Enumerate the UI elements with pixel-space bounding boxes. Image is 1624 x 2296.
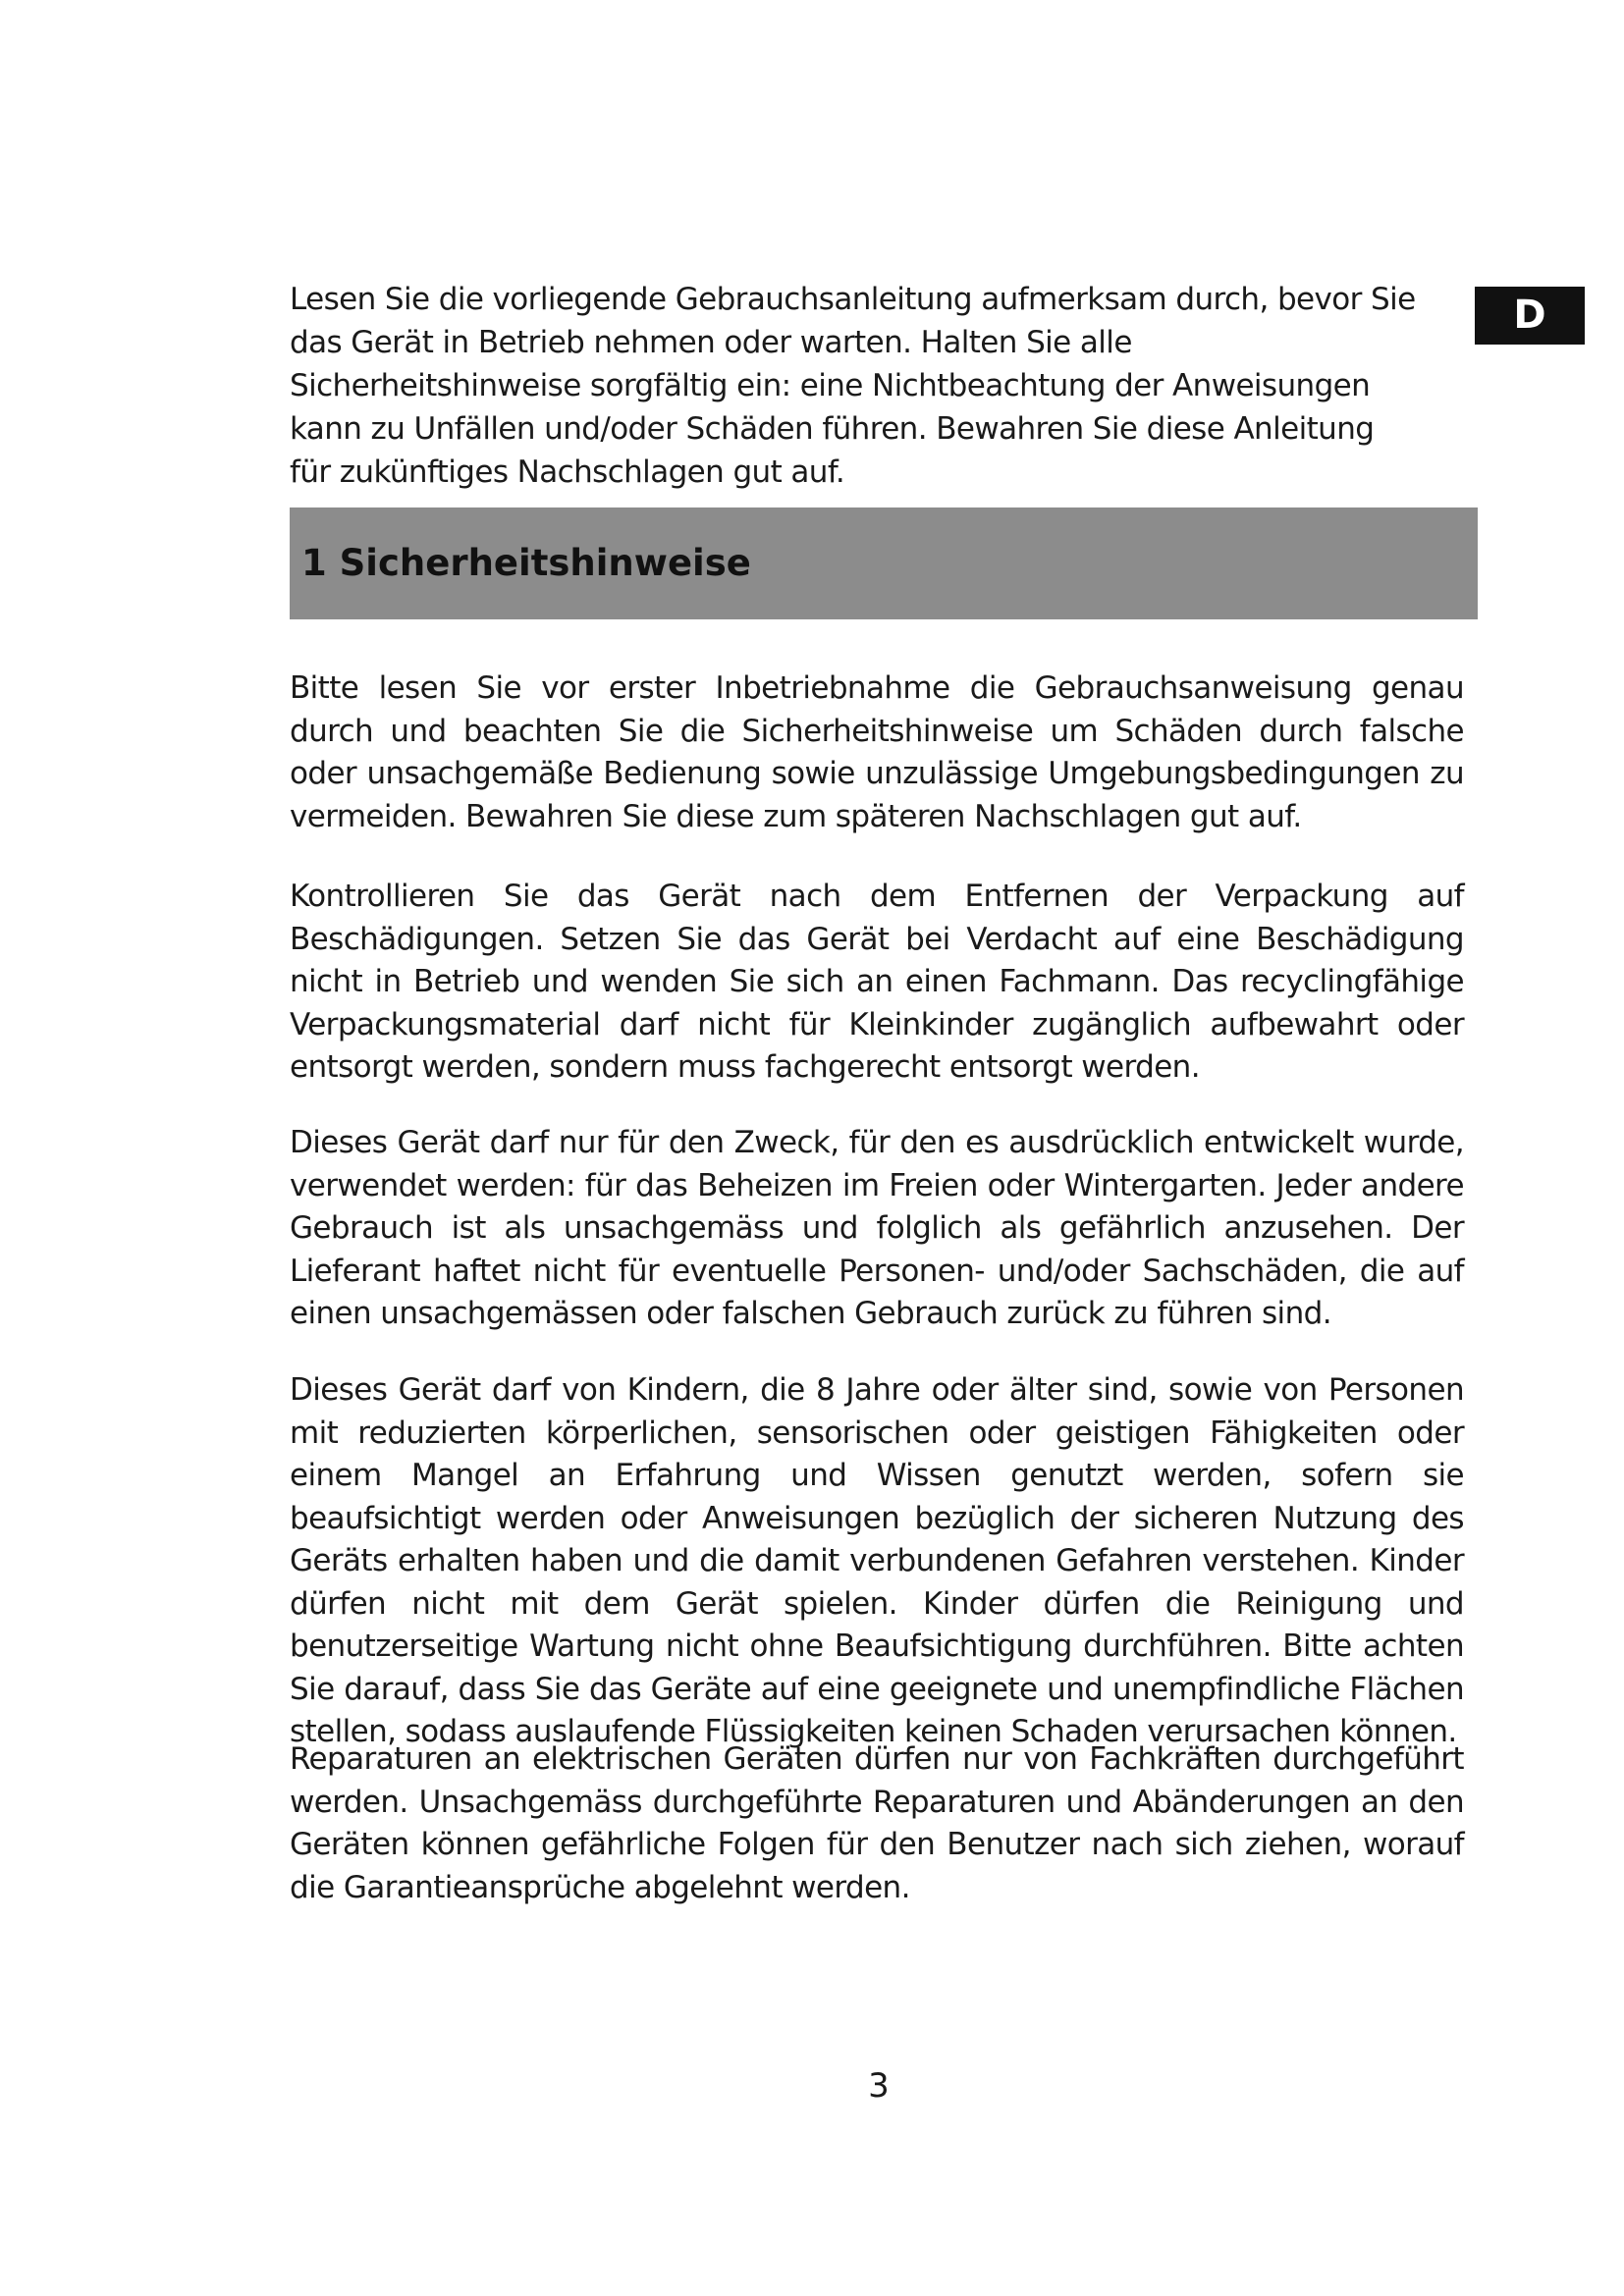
paragraph-read-instructions: Bitte lesen Sie vor erster Inbetriebnahme die Gebrauchsanweisung genau durch und beachten Sie die Sicherheitshinweise um Schäden durch falsche oder unsachgemäße Bedienung sowie unzulässige Umgebungsbedingungen zu vermeiden. Bewahren Sie diese zum späteren Nachschlagen gut auf. xyxy=(290,670,1464,834)
section-header xyxy=(290,507,1478,619)
paragraph-block-4 xyxy=(290,1369,1464,1754)
paragraph-repairs: Reparaturen an elektrischen Geräten dürfen nur von Fachkräften durchgeführt werden. Unsachgemäss durchgeführte Reparaturen und Abänderungen an den Geräten können gefährliche Folgen für den Benutzer nach sich ziehen, worauf die Garantieansprüche abgelehnt werden. xyxy=(290,1741,1464,1905)
section-title: 1 Sicherheitshinweise xyxy=(301,542,751,584)
paragraph-block-5 xyxy=(290,1738,1464,1909)
intro-paragraph: Lesen Sie die vorliegende Gebrauchsanleitung aufmerksam durch, bevor Sie das Gerät in Betrieb nehmen oder warten. Halten Sie alle Sicherheitshinweise sorgfältig ein: eine Nichtbeachtung der Anweisungen kann zu Unfällen und/oder Schäden führen. Bewahren Sie diese Anleitung für zukünftiges Nachschlagen gut auf. xyxy=(290,282,1416,490)
paragraph-block-3 xyxy=(290,1122,1464,1336)
paragraph-children-safety: Dieses Gerät darf von Kindern, die 8 Jahre oder älter sind, sowie von Personen mit reduzierten körperlichen, sensorischen oder geistigen Fähigkeiten oder einem Mangel an Erfahrung und Wissen genutzt werden, sofern sie beaufsichtigt werden oder Anweisungen bezüglich der sicheren Nutzung des Geräts erhalten haben und die damit verbundenen Gefahren verstehen. Kinder dürfen nicht mit dem Gerät spielen. Kinder dürfen die Reinigung und benutzerseitige Wartung nicht ohne Beaufsichtigung durchführen. Bitte achten Sie darauf, dass Sie das Geräte auf eine geeignete und unempfindliche Flächen stellen, sodass auslaufende Flüssigkeiten keinen Schaden verursachen können. xyxy=(290,1372,1464,1749)
paragraph-block-1 xyxy=(290,667,1464,838)
paragraph-block-2 xyxy=(290,876,1464,1090)
paragraph-check-damage: Kontrollieren Sie das Gerät nach dem Entfernen der Verpackung auf Beschädigungen. Setzen Sie das Gerät bei Verdacht auf eine Beschädigung nicht in Betrieb und wenden Sie sich an einen Fachmann. Das recyclingfähige Verpackungsmaterial darf nicht für Kleinkinder zugänglich aufbewahrt oder entsorgt werden, sondern muss fachgerecht entsorgt werden. xyxy=(290,879,1464,1085)
page-number: 3 xyxy=(868,2066,890,2106)
language-tab-d: D xyxy=(1475,287,1585,345)
paragraph-intended-use: Dieses Gerät darf nur für den Zweck, für den es ausdrücklich entwickelt wurde, verwendet werden: für das Beheizen im Freien oder Wintergarten. Jeder andere Gebrauch ist als unsachgemäss und folglich als gefährlich anzusehen. Der Lieferant haftet nicht für eventuelle Personen- und/oder Sachschäden, die auf einen unsachgemässen oder falschen Gebrauch zurück zu führen sind. xyxy=(290,1125,1464,1331)
